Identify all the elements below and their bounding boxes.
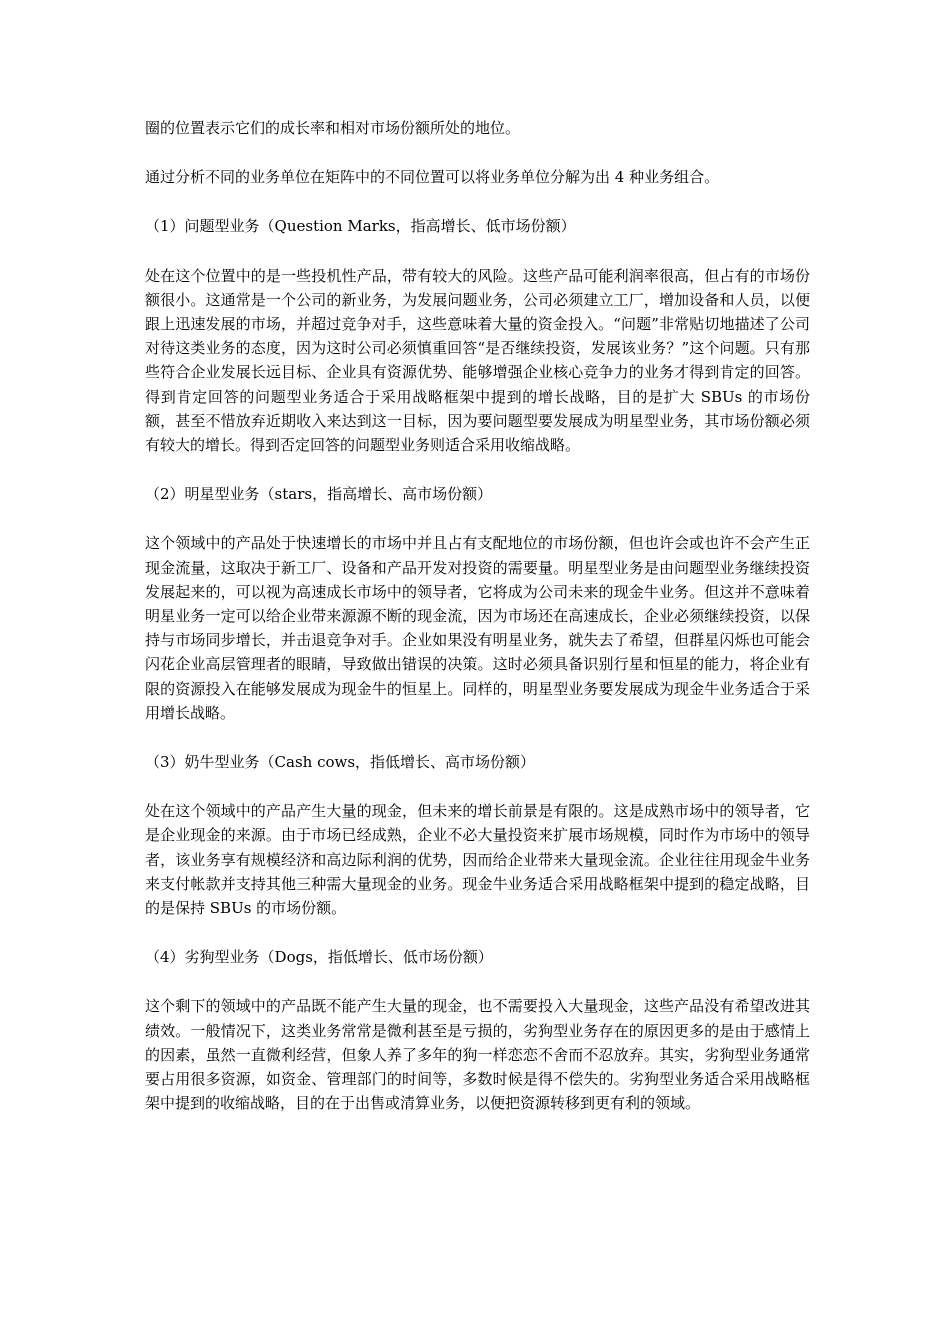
section-body-cash-cows: 处在这个领域中的产品产生大量的现金，但未来的增长前景是有限的。这是成熟市场中的领导者，它是企业现金的来源。由于市场已经成熟，企业不必大量投资来扩展市场规模，同时作为市场中的领导者，该业务享有规模经济和高边际利润的优势，因而给企业带来大量现金流。企业往往用现金牛业务来支付帐款并支持其他三种需大量现金的业务。现金牛业务适合采用战略框架中提到的稳定战略，目的是保持 SBUs 的市场份额。: [145, 802, 810, 918]
section-body-dogs: 这个剩下的领域中的产品既不能产生大量的现金，也不需要投入大量现金，这些产品没有希望改进其绩效。一般情况下，这类业务常常是微利甚至是亏损的，劣狗型业务存在的原因更多的是由于感情上的因素，虽然一直微利经营，但象人养了多年的狗一样恋恋不舍而不忍放弃。其实，劣狗型业务通常要占用很多资源，如资金、管理部门的时间等，多数时候是得不偿失的。劣狗型业务适合采用战略框架中提到的收缩战略，目的在于出售或清算业务，以便把资源转移到更有利的领域。: [145, 997, 810, 1113]
section-body-question-marks: 处在这个位置中的是一些投机性产品，带有较大的风险。这些产品可能利润率很高，但占有的市场份额很小。这通常是一个公司的新业务，为发展问题业务，公司必须建立工厂，增加设备和人员，以便跟上迅速发展的市场，并超过竞争对手，这些意味着大量的资金投入。“问题”非常贴切地描述了公司对待这类业务的态度，因为这时公司必须慎重回答“是否继续投资，发展该业务？”这个问题。只有那些符合企业发展长远目标、企业具有资源优势、能够增强企业核心竞争力的业务才得到肯定的回答。得到肯定回答的问题型业务适合于采用战略框架中提到的增长战略，目的是扩大 SBUs 的市场份额，甚至不惜放弃近期收入来达到这一目标，因为要问题型要发展成为明星型业务，其市场份额必须有较大的增长。得到否定回答的问题型业务则适合采用收缩战略。: [145, 266, 810, 455]
section-heading-question-marks: （1）问题型业务（Question Marks，指高增长、低市场份额）: [145, 217, 576, 236]
intro-paragraph: 圈的位置表示它们的成长率和相对市场份额所处的地位。: [145, 119, 521, 137]
summary-paragraph: 通过分析不同的业务单位在矩阵中的不同位置可以将业务单位分解为出 4 种业务组合。: [145, 168, 720, 187]
section-heading-stars: （2）明星型业务（stars，指高增长、高市场份额）: [145, 485, 493, 504]
section-body-stars: 这个领域中的产品处于快速增长的市场中并且占有支配地位的市场份额，但也许会或也许不会产生正现金流量，这取决于新工厂、设备和产品开发对投资的需要量。明星型业务是由问题型业务继续投资发展起来的，可以视为高速成长市场中的领导者，它将成为公司未来的现金牛业务。但这并不意味着明星业务一定可以给企业带来源源不断的现金流，因为市场还在高速成长，企业必须继续投资，以保持与市场同步增长，并击退竞争对手。企业如果没有明星业务，就失去了希望，但群星闪烁也可能会闪花企业高层管理者的眼睛，导致做出错误的决策。这时必须具备识别行星和恒星的能力，将企业有限的资源投入在能够发展成为现金牛的恒星上。同样的，明星型业务要发展成为现金牛业务适合于采用增长战略。: [145, 534, 810, 722]
document-page: [145, 116, 810, 1141]
section-heading-cash-cows: （3）奶牛型业务（Cash cows，指低增长、高市场份额）: [145, 753, 536, 772]
section-heading-dogs: （4）劣狗型业务（Dogs，指低增长、低市场份额）: [145, 948, 493, 967]
